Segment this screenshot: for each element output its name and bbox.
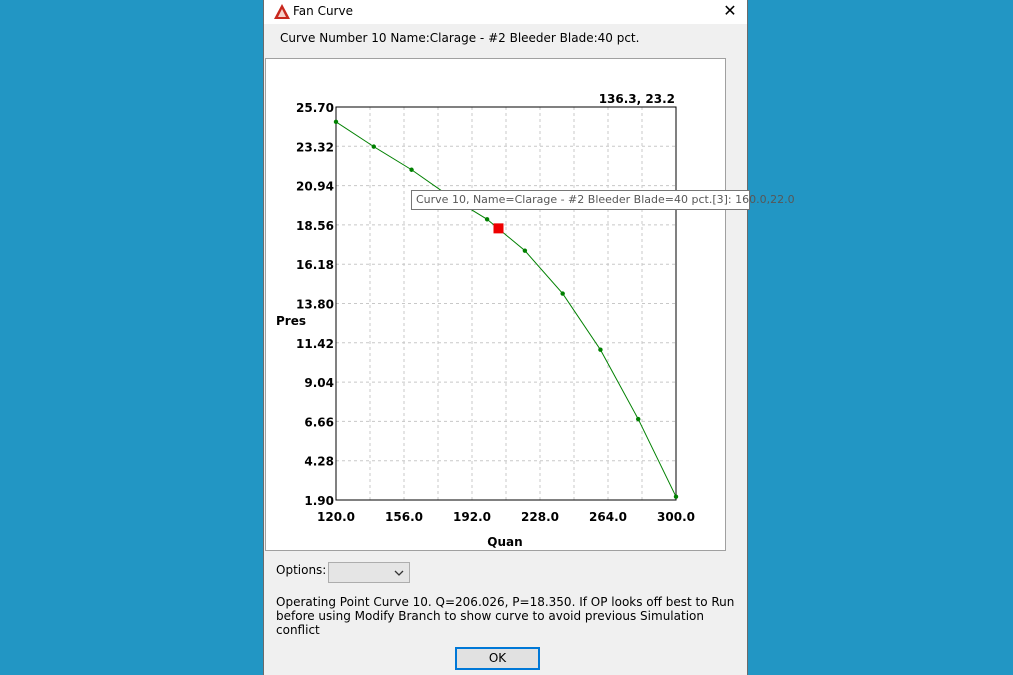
curve-point [636,417,640,421]
window-title: Fan Curve [293,4,353,18]
y-tick-label: 11.42 [296,336,334,351]
y-tick-label: 25.70 [296,101,334,115]
curve-point [485,217,489,221]
y-tick-label: 9.04 [304,376,334,391]
chevron-down-icon [394,568,404,578]
fan-curve-dialog [263,0,795,675]
y-tick-label: 18.56 [296,218,334,233]
status-line-2: before using Modify Branch to show curve to avoid previous Simulation conflict [276,609,704,637]
curve-point [372,144,376,148]
x-tick-label: 264.0 [589,510,627,524]
y-tick-label: 23.32 [296,140,334,155]
y-tick-label: 16.18 [296,258,334,273]
curve-header: Curve Number 10 Name:Clarage - #2 Bleeder Blade:40 pct. [280,31,640,45]
x-tick-label: 228.0 [521,510,559,524]
y-tick-label: 1.90 [304,494,334,508]
status-message [276,595,747,637]
operating-point-marker [493,223,503,233]
y-tick-label: 13.80 [296,297,334,312]
options-label: Options: [276,563,327,577]
fan-curve-chart[interactable] [266,59,725,550]
y-axis-label: Pres [276,314,306,328]
x-tick-label: 120.0 [317,510,355,524]
x-tick-label: 156.0 [385,510,423,524]
status-line-1: Operating Point Curve 10. Q=206.026, P=18.350. If OP looks off best to Run [276,595,735,609]
point-tooltip: Curve 10, Name=Clarage - #2 Bleeder Blade=40 pct.[3]: 160.0,22.0 [411,190,750,210]
curve-point [334,120,338,124]
x-tick-label: 192.0 [453,510,491,524]
curve-point [560,291,564,295]
options-select[interactable] [328,562,410,583]
fan-curve-line [336,122,676,497]
title-bar[interactable] [264,0,747,24]
y-tick-label: 20.94 [296,179,334,194]
x-axis-label: Quan [487,535,523,549]
y-tick-label: 6.66 [304,415,334,430]
app-icon [274,4,290,19]
curve-point [598,348,602,352]
x-tick-label: 300.0 [657,510,695,524]
ok-button[interactable]: OK [455,647,540,670]
close-button[interactable] [713,0,747,24]
curve-point [409,168,413,172]
curve-point [674,494,678,498]
curve-point [523,248,527,252]
y-tick-label: 4.28 [304,454,334,469]
close-icon: ✕ [723,1,737,20]
cursor-readout: 136.3, 23.2 [598,92,675,106]
plot-panel[interactable] [265,58,795,551]
